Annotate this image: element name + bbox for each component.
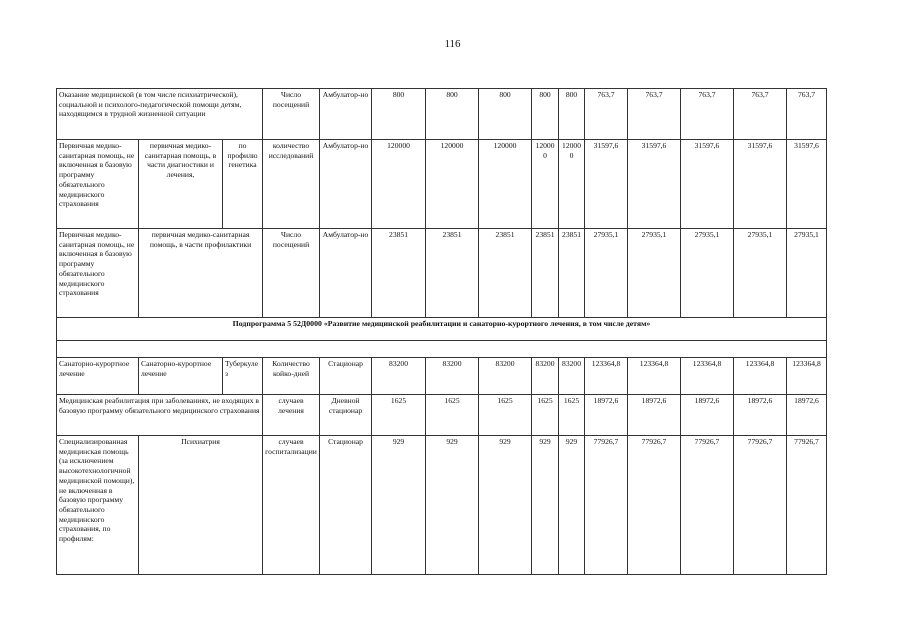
cost-cell: 31597,6	[585, 140, 628, 229]
table-row	[57, 140, 827, 229]
volume-cell: 1625	[372, 395, 426, 436]
cost-cell: 77926,7	[585, 436, 628, 575]
condition-cell: Дневной стационар	[320, 395, 372, 436]
cost-cell: 31597,6	[628, 140, 681, 229]
unit-cell: случаев лечения	[263, 395, 320, 436]
volume-cell: 1625	[479, 395, 532, 436]
unit-cell: Число посещений	[263, 89, 320, 140]
row-sublabel: первичная медико-санитарная помощь, в части диагностики и лечения,	[139, 140, 223, 229]
cost-cell: 763,7	[681, 89, 734, 140]
condition-cell: Амбулатор-но	[320, 89, 372, 140]
volume-cell: 1625	[532, 395, 559, 436]
cost-cell: 77926,7	[787, 436, 827, 575]
cost-cell: 763,7	[628, 89, 681, 140]
subprogram-title: Подпрограмма 5 52Д0000 «Развитие медицинской реабилитации и санаторно-курортного лечения, в том числе детям»	[57, 318, 827, 341]
row-label: Первичная медико-санитарная помощь, не включенная в базовую программу обязательного медицинского страхования	[57, 140, 139, 229]
cost-cell: 77926,7	[628, 436, 681, 575]
volume-cell: 23851	[372, 229, 426, 318]
row-label: Оказание медицинской (в том числе психиатрической), социальной и психолого-педагогической помощи детям, находящимся в трудной жизненной ситуации	[57, 89, 263, 140]
volume-cell: 120000	[372, 140, 426, 229]
unit-cell: количество исследований	[263, 140, 320, 229]
row-sublabel: Санаторно-курортное лечение	[139, 358, 223, 395]
volume-cell: 23851	[426, 229, 479, 318]
cost-cell: 18972,6	[628, 395, 681, 436]
cost-cell: 27935,1	[681, 229, 734, 318]
volume-cell: 23851	[532, 229, 559, 318]
cost-cell: 763,7	[734, 89, 787, 140]
cost-cell: 123364,8	[734, 358, 787, 395]
volume-cell: 23851	[479, 229, 532, 318]
row-profile: Туберкулез	[223, 358, 263, 395]
volume-cell: 1625	[559, 395, 585, 436]
volume-cell: 1625	[426, 395, 479, 436]
volume-cell: 800	[532, 89, 559, 140]
row-label: Медицинская реабилитация при заболеваниях, не входящих в базовую программу обязательного медицинского страхования	[57, 395, 263, 436]
condition-cell: Стационар	[320, 436, 372, 575]
cost-cell: 27935,1	[787, 229, 827, 318]
volume-cell: 800	[372, 89, 426, 140]
cost-cell: 123364,8	[628, 358, 681, 395]
row-sublabel: Психиатрия	[139, 436, 263, 575]
volume-cell: 800	[559, 89, 585, 140]
volume-cell: 929	[532, 436, 559, 575]
cost-cell: 763,7	[787, 89, 827, 140]
volume-cell: 800	[479, 89, 532, 140]
cost-cell: 77926,7	[734, 436, 787, 575]
cost-cell: 123364,8	[787, 358, 827, 395]
cost-cell: 18972,6	[787, 395, 827, 436]
volume-cell: 929	[479, 436, 532, 575]
cost-cell: 18972,6	[585, 395, 628, 436]
table-row	[57, 436, 827, 575]
volume-cell: 120000	[479, 140, 532, 229]
condition-cell: Амбулатор-но	[320, 140, 372, 229]
row-sublabel: первичная медико-санитарная помощь, в части профилактики	[139, 229, 263, 318]
cost-cell: 31597,6	[734, 140, 787, 229]
volume-cell: 929	[426, 436, 479, 575]
volume-cell: 800	[426, 89, 479, 140]
volume-cell: 83200	[426, 358, 479, 395]
row-label: Санаторно-курортное лечение	[57, 358, 139, 395]
volume-cell: 83200	[479, 358, 532, 395]
volume-cell: 120000	[532, 140, 559, 229]
volume-cell: 83200	[532, 358, 559, 395]
cost-cell: 18972,6	[681, 395, 734, 436]
unit-cell: Количество койко-дней	[263, 358, 320, 395]
cost-cell: 763,7	[585, 89, 628, 140]
cost-cell: 31597,6	[787, 140, 827, 229]
page-number: 116	[444, 38, 461, 50]
cost-cell: 123364,8	[681, 358, 734, 395]
table-row	[57, 395, 827, 436]
cost-cell: 18972,6	[734, 395, 787, 436]
volume-cell: 929	[559, 436, 585, 575]
table-row	[57, 89, 827, 140]
cost-cell: 31597,6	[681, 140, 734, 229]
spacer-row	[57, 341, 827, 358]
volume-cell: 23851	[559, 229, 585, 318]
unit-cell: Число посещений	[263, 229, 320, 318]
table-row	[57, 358, 827, 395]
cost-cell: 27935,1	[734, 229, 787, 318]
unit-cell: случаев госпитализации	[263, 436, 320, 575]
row-label: Специализированная медицинская помощь (за исключением высокотехнологичной медицинской помощи), не включенная в базовую программу обязательного медицинского страхования, по профилям:	[57, 436, 139, 575]
data-table	[56, 88, 827, 575]
row-profile: по профилю генетика	[223, 140, 263, 229]
table-row	[57, 229, 827, 318]
row-label: Первичная медико-санитарная помощь, не включенная в базовую программу обязательного медицинского страхования	[57, 229, 139, 318]
cost-cell: 27935,1	[585, 229, 628, 318]
volume-cell: 120000	[559, 140, 585, 229]
volume-cell: 83200	[372, 358, 426, 395]
cost-cell: 77926,7	[681, 436, 734, 575]
cost-cell: 27935,1	[628, 229, 681, 318]
condition-cell: Амбулатор-но	[320, 229, 372, 318]
condition-cell: Стационар	[320, 358, 372, 395]
volume-cell: 929	[372, 436, 426, 575]
subprogram-row	[57, 318, 827, 341]
volume-cell: 120000	[426, 140, 479, 229]
volume-cell: 83200	[559, 358, 585, 395]
cost-cell: 123364,8	[585, 358, 628, 395]
spacer-cell	[57, 341, 827, 358]
